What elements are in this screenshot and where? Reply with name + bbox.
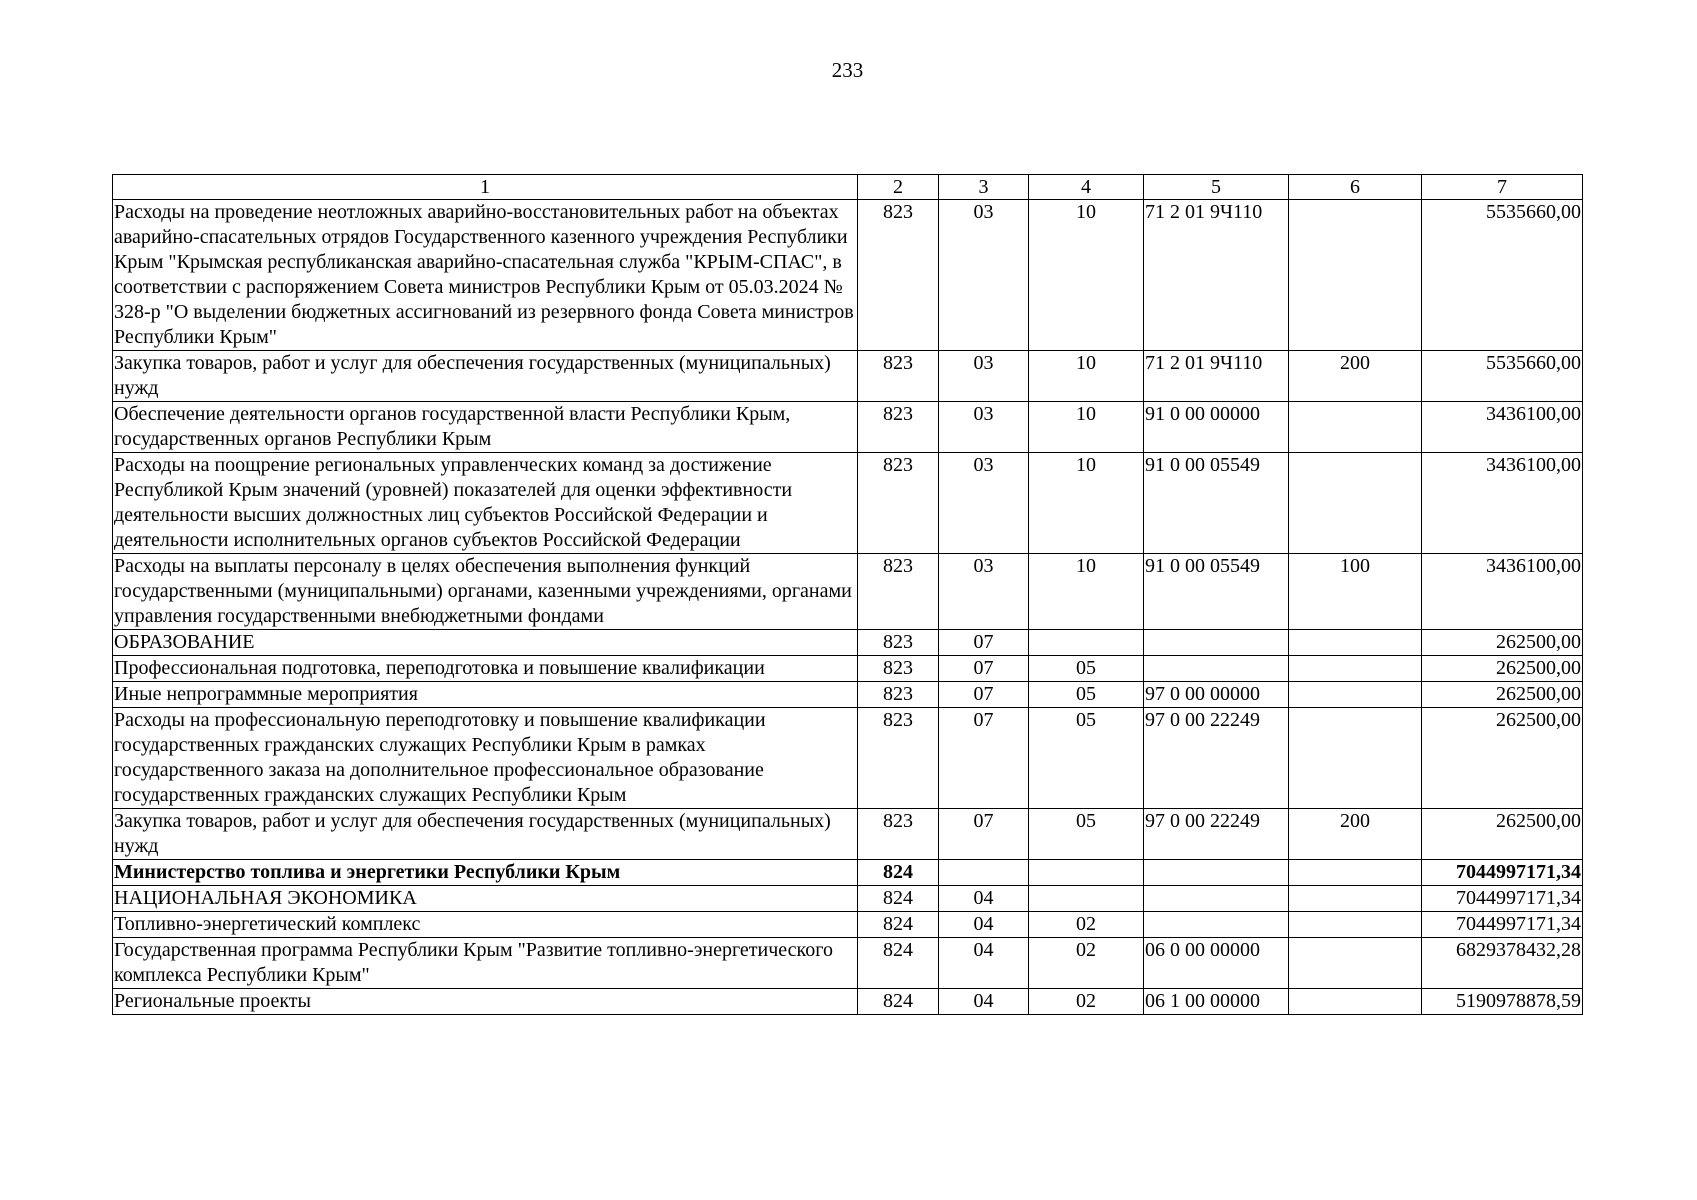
amount-cell: 262500,00 (1422, 682, 1583, 708)
expense-type-cell (1289, 453, 1422, 554)
header-cell: 6 (1289, 175, 1422, 200)
expense-type-cell (1289, 708, 1422, 809)
expense-type-cell (1289, 860, 1422, 886)
table-row (113, 682, 1583, 708)
subsection-code-cell: 05 (1029, 708, 1144, 809)
header-cell: 3 (939, 175, 1029, 200)
table-row (113, 200, 1583, 351)
row-name-cell: Закупка товаров, работ и услуг для обеспечения государственных (муниципальных) нужд (113, 809, 858, 860)
amount-cell: 5535660,00 (1422, 351, 1583, 402)
amount-cell: 3436100,00 (1422, 402, 1583, 453)
expense-type-cell (1289, 200, 1422, 351)
row-name-cell: Расходы на профессиональную переподготовку и повышение квалификации государственных гражданских служащих Республики Крым в рамках государственного заказа на дополнительное профессиональное образование государственных гражданских служащих Республики Крым (113, 708, 858, 809)
ministry-code-cell: 823 (858, 682, 939, 708)
target-article-cell: 06 0 00 00000 (1144, 938, 1289, 989)
row-name-cell: Расходы на проведение неотложных аварийно-восстановительных работ на объектах аварийно-спасательных отрядов Государственного казенного учреждения Республики Крым "Крымская республиканская аварийно-спасательная служба "КРЫМ-СПАС", в соответствии с распоряжением Совета министров Республики Крым от 05.03.2024 № 328-р "О выделении бюджетных ассигнований из резервного фонда Совета министров Республики Крым" (113, 200, 858, 351)
table-row (113, 351, 1583, 402)
table-row (113, 886, 1583, 912)
amount-cell: 3436100,00 (1422, 554, 1583, 630)
amount-cell: 262500,00 (1422, 708, 1583, 809)
subsection-code-cell: 10 (1029, 402, 1144, 453)
section-code-cell: 04 (939, 886, 1029, 912)
row-name-cell: Закупка товаров, работ и услуг для обеспечения государственных (муниципальных) нужд (113, 351, 858, 402)
header-cell: 1 (113, 175, 858, 200)
expense-type-cell: 200 (1289, 809, 1422, 860)
ministry-code-cell: 823 (858, 554, 939, 630)
expense-type-cell (1289, 912, 1422, 938)
row-name-cell: Топливно-энергетический комплекс (113, 912, 858, 938)
expense-type-cell (1289, 938, 1422, 989)
row-name-cell: ОБРАЗОВАНИЕ (113, 630, 858, 656)
table-row (113, 554, 1583, 630)
section-code-cell: 03 (939, 351, 1029, 402)
table-row (113, 630, 1583, 656)
table-row (113, 656, 1583, 682)
section-code-cell: 07 (939, 708, 1029, 809)
amount-cell: 7044997171,34 (1422, 912, 1583, 938)
table-row (113, 708, 1583, 809)
ministry-code-cell: 823 (858, 630, 939, 656)
page-number: 233 (831, 58, 864, 82)
target-article-cell: 97 0 00 22249 (1144, 809, 1289, 860)
ministry-code-cell: 824 (858, 912, 939, 938)
target-article-cell (1144, 860, 1289, 886)
section-code-cell: 07 (939, 630, 1029, 656)
target-article-cell (1144, 630, 1289, 656)
subsection-code-cell: 02 (1029, 938, 1144, 989)
table-row (113, 938, 1583, 989)
subsection-code-cell (1029, 630, 1144, 656)
ministry-code-cell: 823 (858, 351, 939, 402)
amount-cell: 262500,00 (1422, 656, 1583, 682)
section-code-cell: 03 (939, 200, 1029, 351)
header-cell: 2 (858, 175, 939, 200)
row-name-cell: Государственная программа Республики Крым "Развитие топливно-энергетического комплекса Республики Крым" (113, 938, 858, 989)
row-name-cell: Расходы на выплаты персоналу в целях обеспечения выполнения функций государственными (муниципальными) органами, казенными учреждениями, органами управления государственными внебюджетными фондами (113, 554, 858, 630)
subsection-code-cell: 05 (1029, 809, 1144, 860)
expense-type-cell (1289, 402, 1422, 453)
subsection-code-cell: 05 (1029, 682, 1144, 708)
header-cell: 4 (1029, 175, 1144, 200)
ministry-code-cell: 823 (858, 402, 939, 453)
subsection-code-cell (1029, 886, 1144, 912)
table-row (113, 453, 1583, 554)
target-article-cell: 91 0 00 05549 (1144, 554, 1289, 630)
section-code-cell: 04 (939, 912, 1029, 938)
header-cell: 7 (1422, 175, 1583, 200)
expense-type-cell (1289, 989, 1422, 1015)
amount-cell: 262500,00 (1422, 809, 1583, 860)
subsection-code-cell: 02 (1029, 912, 1144, 938)
ministry-code-cell: 824 (858, 860, 939, 886)
target-article-cell: 71 2 01 9Ч110 (1144, 200, 1289, 351)
ministry-code-cell: 823 (858, 656, 939, 682)
table-row (113, 912, 1583, 938)
row-name-cell: Расходы на поощрение региональных управленческих команд за достижение Республикой Крым значений (уровней) показателей для оценки эффективности деятельности высших должностных лиц субъектов Российской Федерации и деятельности исполнительных органов субъектов Российской Федерации (113, 453, 858, 554)
section-code-cell: 07 (939, 809, 1029, 860)
row-name-cell: Иные непрограммные мероприятия (113, 682, 858, 708)
section-code-cell: 07 (939, 656, 1029, 682)
table-row (113, 860, 1583, 886)
ministry-code-cell: 824 (858, 989, 939, 1015)
row-name-cell: Обеспечение деятельности органов государственной власти Республики Крым, государственных органов Республики Крым (113, 402, 858, 453)
subsection-code-cell: 10 (1029, 351, 1144, 402)
section-code-cell: 03 (939, 453, 1029, 554)
table-row (113, 402, 1583, 453)
target-article-cell (1144, 912, 1289, 938)
subsection-code-cell: 10 (1029, 453, 1144, 554)
row-name-cell: Министерство топлива и энергетики Республики Крым (113, 860, 858, 886)
amount-cell: 7044997171,34 (1422, 886, 1583, 912)
target-article-cell: 06 1 00 00000 (1144, 989, 1289, 1015)
section-code-cell: 03 (939, 554, 1029, 630)
amount-cell: 262500,00 (1422, 630, 1583, 656)
expense-type-cell: 100 (1289, 554, 1422, 630)
target-article-cell: 71 2 01 9Ч110 (1144, 351, 1289, 402)
subsection-code-cell: 02 (1029, 989, 1144, 1015)
section-code-cell: 04 (939, 989, 1029, 1015)
target-article-cell (1144, 656, 1289, 682)
section-code-cell: 07 (939, 682, 1029, 708)
ministry-code-cell: 824 (858, 938, 939, 989)
target-article-cell: 97 0 00 00000 (1144, 682, 1289, 708)
budget-table (112, 174, 1583, 1015)
subsection-code-cell: 05 (1029, 656, 1144, 682)
expense-type-cell (1289, 682, 1422, 708)
subsection-code-cell: 10 (1029, 554, 1144, 630)
table-row (113, 989, 1583, 1015)
target-article-cell: 91 0 00 05549 (1144, 453, 1289, 554)
expense-type-cell (1289, 630, 1422, 656)
row-name-cell: НАЦИОНАЛЬНАЯ ЭКОНОМИКА (113, 886, 858, 912)
subsection-code-cell: 10 (1029, 200, 1144, 351)
ministry-code-cell: 823 (858, 453, 939, 554)
expense-type-cell: 200 (1289, 351, 1422, 402)
section-code-cell (939, 860, 1029, 886)
expense-type-cell (1289, 656, 1422, 682)
amount-cell: 5535660,00 (1422, 200, 1583, 351)
expense-type-cell (1289, 886, 1422, 912)
amount-cell: 3436100,00 (1422, 453, 1583, 554)
target-article-cell (1144, 886, 1289, 912)
subsection-code-cell (1029, 860, 1144, 886)
amount-cell: 6829378432,28 (1422, 938, 1583, 989)
ministry-code-cell: 823 (858, 708, 939, 809)
target-article-cell: 91 0 00 00000 (1144, 402, 1289, 453)
ministry-code-cell: 824 (858, 886, 939, 912)
row-name-cell: Профессиональная подготовка, переподготовка и повышение квалификации (113, 656, 858, 682)
table-header-row (113, 175, 1583, 200)
header-cell: 5 (1144, 175, 1289, 200)
ministry-code-cell: 823 (858, 809, 939, 860)
ministry-code-cell: 823 (858, 200, 939, 351)
table-row (113, 809, 1583, 860)
section-code-cell: 04 (939, 938, 1029, 989)
amount-cell: 5190978878,59 (1422, 989, 1583, 1015)
section-code-cell: 03 (939, 402, 1029, 453)
target-article-cell: 97 0 00 22249 (1144, 708, 1289, 809)
row-name-cell: Региональные проекты (113, 989, 858, 1015)
amount-cell: 7044997171,34 (1422, 860, 1583, 886)
